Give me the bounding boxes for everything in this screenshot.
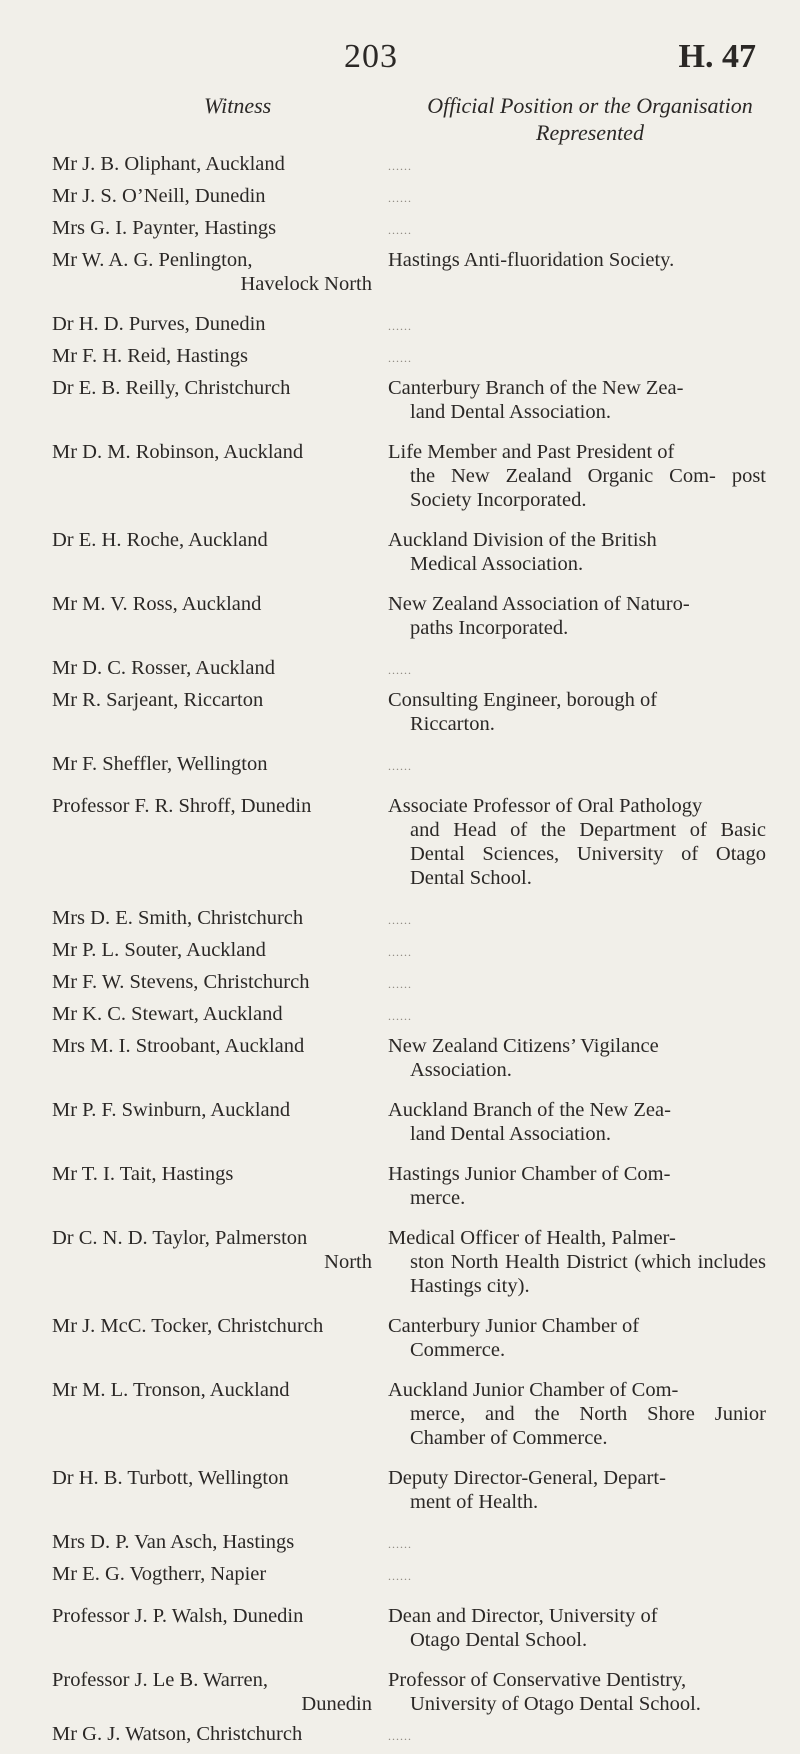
- position-text: [382, 656, 766, 682]
- witness-name-text: Dr H. B. Turbott, Wellington: [52, 1467, 289, 1489]
- position-text-line: Professor of Conservative Dentistry,: [388, 1669, 687, 1691]
- position-text-line: ......: [388, 1729, 412, 1743]
- position-text: [382, 906, 766, 932]
- position-text-line: ......: [388, 977, 412, 991]
- position-text-line: ......: [388, 1569, 412, 1583]
- position-text-line: Hastings Junior Chamber of Com-: [388, 1163, 671, 1185]
- witness-name-text: Dr H. D. Purves, Dunedin: [52, 313, 266, 335]
- position-text-line: Deputy Director-General, Depart-: [388, 1467, 666, 1489]
- position-text: [382, 248, 766, 296]
- position-text: [382, 344, 766, 370]
- table-row: [52, 248, 762, 296]
- table-row: [52, 1562, 762, 1588]
- table-row: [52, 152, 762, 178]
- table-row: [52, 376, 762, 424]
- table-row: [52, 592, 762, 640]
- table-row: [52, 1722, 762, 1748]
- position-text: [382, 938, 766, 964]
- table-row: [52, 1226, 766, 1298]
- position-text: [382, 1314, 766, 1362]
- witness-name: [52, 938, 382, 964]
- witness-name: [52, 688, 382, 736]
- witness-name-text: Professor J. Le B. Warren,: [52, 1669, 269, 1691]
- witness-name-text: Mr D. C. Rosser, Auckland: [52, 657, 275, 679]
- position-text-line: Canterbury Junior Chamber of: [388, 1315, 640, 1337]
- position-text-continuation: Commerce.: [410, 1339, 506, 1361]
- witness-name: [52, 1668, 382, 1716]
- witness-name-continuation: North: [324, 1251, 372, 1273]
- witness-list: [52, 152, 766, 1754]
- position-text-continuation: Association.: [410, 1059, 512, 1081]
- position-text-line: ......: [388, 191, 412, 205]
- position-text: [382, 1562, 766, 1588]
- witness-name: [52, 1466, 382, 1514]
- witness-name-text: Mrs D. P. Van Asch, Hastings: [52, 1531, 295, 1553]
- position-text-continuation: merce.: [410, 1187, 466, 1209]
- witness-name-text: Mr J. McC. Tocker, Christchurch: [52, 1315, 324, 1337]
- position-text-line: ......: [388, 319, 412, 333]
- witness-name: [52, 184, 382, 210]
- position-text: [382, 528, 766, 576]
- position-text: [382, 312, 766, 338]
- position-text-continuation: merce, and the North Shore Junior Chamber of Commerce.: [410, 1403, 766, 1449]
- witness-name-continuation: Dunedin: [301, 1693, 372, 1715]
- table-row: [52, 752, 762, 778]
- witness-name-text: Dr C. N. D. Taylor, Palmerston: [52, 1227, 308, 1249]
- witness-name-text: Professor J. P. Walsh, Dunedin: [52, 1605, 304, 1627]
- table-row: [52, 440, 766, 512]
- witness-name-text: Mr F. H. Reid, Hastings: [52, 345, 248, 367]
- witness-name: [52, 970, 382, 996]
- table-row: [52, 1530, 762, 1556]
- position-text-continuation: paths Incorporated.: [410, 617, 569, 639]
- position-text: [382, 440, 766, 512]
- position-text: [382, 1722, 766, 1748]
- position-text: [382, 1466, 766, 1514]
- table-row: [52, 528, 762, 576]
- witness-name: [52, 1226, 382, 1298]
- page-number: 203: [344, 38, 398, 75]
- position-text: [382, 752, 766, 778]
- position-text-continuation: University of Otago Dental School.: [410, 1693, 701, 1715]
- witness-name: [52, 1162, 382, 1210]
- witness-name: [52, 906, 382, 932]
- position-text-line: Associate Professor of Oral Pathology: [388, 795, 703, 817]
- witness-name-text: Mr R. Sarjeant, Riccarton: [52, 689, 264, 711]
- table-row: [52, 656, 762, 682]
- position-text: [382, 1098, 766, 1146]
- witness-name-text: Mr P. L. Souter, Auckland: [52, 939, 266, 961]
- position-text-line: ......: [388, 663, 412, 677]
- witness-name-text: Mr J. S. O’Neill, Dunedin: [52, 185, 266, 207]
- position-text: [382, 1002, 766, 1028]
- witness-name-text: Mr J. B. Oliphant, Auckland: [52, 153, 285, 175]
- witness-name-text: Mr K. C. Stewart, Auckland: [52, 1003, 283, 1025]
- witness-name: [52, 152, 382, 178]
- witness-name: [52, 528, 382, 576]
- witness-name-text: Mr D. M. Robinson, Auckland: [52, 441, 304, 463]
- position-text-line: ......: [388, 351, 412, 365]
- table-row: [52, 1034, 762, 1082]
- position-text: [382, 1604, 766, 1652]
- position-text-line: Life Member and Past President of: [388, 441, 675, 463]
- position-text: [382, 376, 766, 424]
- witness-name: [52, 440, 382, 512]
- table-row: [52, 1378, 766, 1450]
- witness-name: [52, 752, 382, 778]
- position-text: [382, 152, 766, 178]
- position-text-line: New Zealand Citizens’ Vigilance: [388, 1035, 659, 1057]
- witness-name: [52, 1034, 382, 1082]
- position-text: [382, 184, 766, 210]
- table-row: [52, 184, 762, 210]
- position-text-line: Canterbury Branch of the New Zea-: [388, 377, 684, 399]
- witness-name-text: Mr W. A. G. Penlington,: [52, 249, 253, 271]
- position-text-line: ......: [388, 159, 412, 173]
- witness-name-text: Mrs M. I. Stroobant, Auckland: [52, 1035, 305, 1057]
- position-text-line: ......: [388, 1009, 412, 1023]
- witness-name-text: Dr E. B. Reilly, Christchurch: [52, 377, 291, 399]
- position-text: [382, 1034, 766, 1082]
- position-text: [382, 1162, 766, 1210]
- table-row: [52, 1098, 762, 1146]
- witness-name: [52, 248, 382, 296]
- table-row: [52, 938, 762, 964]
- page-header: [0, 38, 800, 78]
- position-text: [382, 794, 766, 890]
- position-text-line: Hastings Anti-fluoridation Society.: [388, 249, 675, 271]
- table-row: [52, 1162, 762, 1210]
- position-text-line: ......: [388, 1537, 412, 1551]
- table-row: [52, 344, 762, 370]
- table-row: [52, 794, 766, 890]
- witness-name-text: Mr T. I. Tait, Hastings: [52, 1163, 234, 1185]
- witness-name: [52, 1002, 382, 1028]
- witness-name: [52, 656, 382, 682]
- page-code: H. 47: [678, 38, 756, 75]
- witness-name: [52, 344, 382, 370]
- witness-name: [52, 1098, 382, 1146]
- witness-name: [52, 1562, 382, 1588]
- table-row: [52, 1668, 762, 1716]
- position-text: [382, 216, 766, 242]
- table-row: [52, 312, 762, 338]
- position-text-line: Auckland Junior Chamber of Com-: [388, 1379, 679, 1401]
- witness-name: [52, 376, 382, 424]
- witness-name: [52, 216, 382, 242]
- witness-name-text: Dr E. H. Roche, Auckland: [52, 529, 268, 551]
- table-row: [52, 1002, 762, 1028]
- witness-name: [52, 592, 382, 640]
- witness-name: [52, 1530, 382, 1556]
- witness-name-text: Mr F. W. Stevens, Christchurch: [52, 971, 310, 993]
- table-row: [52, 1604, 762, 1652]
- position-text-line: ......: [388, 945, 412, 959]
- witness-name-text: Professor F. R. Shroff, Dunedin: [52, 795, 312, 817]
- position-text: [382, 1668, 766, 1716]
- witness-name-text: Mr F. Sheffler, Wellington: [52, 753, 268, 775]
- position-text-line: ......: [388, 913, 412, 927]
- table-row: [52, 1314, 762, 1362]
- position-text-continuation: Otago Dental School.: [410, 1629, 588, 1651]
- position-text-continuation: land Dental Association.: [410, 401, 611, 423]
- witness-name-text: Mrs G. I. Paynter, Hastings: [52, 217, 277, 239]
- witness-name-text: Mrs D. E. Smith, Christchurch: [52, 907, 304, 929]
- table-row: [52, 906, 762, 932]
- position-text-line: ......: [388, 759, 412, 773]
- position-text: [382, 592, 766, 640]
- witness-name: [52, 1604, 382, 1652]
- position-text-line: Auckland Division of the British: [388, 529, 657, 551]
- witness-name: [52, 1378, 382, 1450]
- position-text-continuation: ment of Health.: [410, 1491, 539, 1513]
- position-text-continuation: and Head of the Department of Basic Dental Sciences, University of Otago Dental School.: [410, 819, 766, 889]
- position-text-line: ......: [388, 223, 412, 237]
- position-text-continuation: Medical Association.: [410, 553, 584, 575]
- position-text-continuation: ston North Health District (which includes Hastings city).: [410, 1251, 766, 1297]
- position-text-line: Auckland Branch of the New Zea-: [388, 1099, 671, 1121]
- witness-name: [52, 1722, 382, 1748]
- table-row: [52, 970, 762, 996]
- witness-name-text: Mr M. V. Ross, Auckland: [52, 593, 262, 615]
- position-text: [382, 1530, 766, 1556]
- witness-name-text: Mr P. F. Swinburn, Auckland: [52, 1099, 291, 1121]
- position-text: [382, 970, 766, 996]
- witness-name: [52, 1314, 382, 1362]
- position-text-line: Consulting Engineer, borough of: [388, 689, 658, 711]
- witness-name-text: Mr E. G. Vogtherr, Napier: [52, 1563, 267, 1585]
- position-text-line: Dean and Director, University of: [388, 1605, 658, 1627]
- position-text-continuation: the New Zealand Organic Com- post Society Incorporated.: [410, 465, 766, 511]
- witness-name-text: Mr M. L. Tronson, Auckland: [52, 1379, 290, 1401]
- position-text-line: Medical Officer of Health, Palmer-: [388, 1227, 676, 1249]
- witness-name-text: Mr G. J. Watson, Christchurch: [52, 1723, 303, 1745]
- witness-name: [52, 794, 382, 890]
- position-text: [382, 1378, 766, 1450]
- position-text-line: New Zealand Association of Naturo-: [388, 593, 690, 615]
- column-heading-position: Official Position or the Organisation Represented: [427, 93, 753, 145]
- witness-name: [52, 312, 382, 338]
- table-row: [52, 216, 762, 242]
- position-text: [382, 688, 766, 736]
- table-row: [52, 688, 762, 736]
- column-heading-witness: Witness: [204, 93, 272, 118]
- position-text-continuation: Riccarton.: [410, 713, 495, 735]
- witness-name-continuation: Havelock North: [240, 273, 372, 295]
- position-text-continuation: land Dental Association.: [410, 1123, 611, 1145]
- table-row: [52, 1466, 762, 1514]
- position-text: [382, 1226, 766, 1298]
